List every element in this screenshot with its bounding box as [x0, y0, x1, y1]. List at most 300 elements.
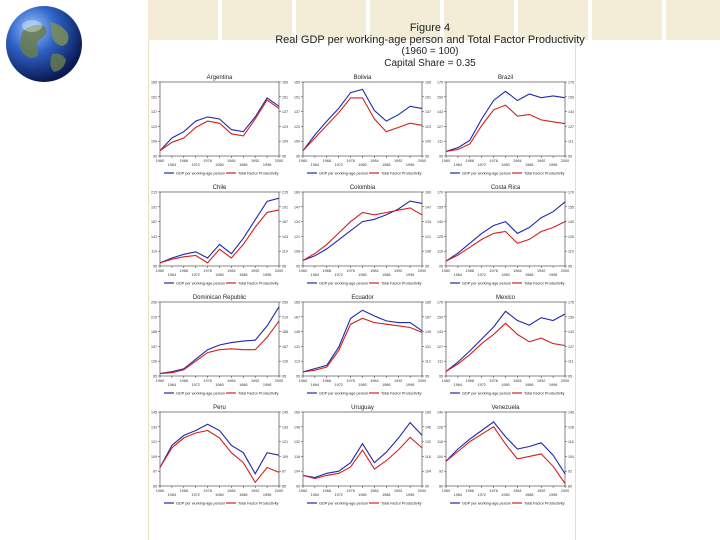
y-tick-label-right: 175	[568, 300, 574, 305]
y-tick-label: 170	[437, 190, 443, 195]
legend-label-gdp: GDP per working-age person	[176, 281, 226, 286]
x-tick-label: 1988	[239, 163, 248, 167]
chart-grid	[148, 72, 578, 512]
y-tick-label: 140	[437, 220, 443, 225]
y-tick-label-right: 188	[282, 330, 288, 335]
x-tick-label: 2000	[560, 159, 570, 163]
legend-label-tfp: Total Factor Productivity	[524, 391, 565, 396]
y-tick-label-right: 123	[282, 124, 288, 129]
figure-title-block	[150, 22, 710, 70]
x-tick-label: 1972	[191, 383, 200, 387]
chart-panel	[294, 405, 431, 505]
legend-label-tfp: Total Factor Productivity	[524, 501, 565, 506]
y-tick-label-right: 95	[425, 374, 429, 379]
y-tick-label-right: 167	[282, 220, 288, 225]
x-tick-label: 1988	[382, 273, 391, 277]
y-tick-label-right: 97	[282, 469, 286, 474]
y-tick-label: 121	[151, 440, 157, 445]
x-tick-label: 1976	[346, 379, 355, 383]
x-tick-label: 1980	[215, 163, 224, 167]
y-tick-label-right: 159	[568, 95, 574, 100]
x-tick-label: 1988	[525, 383, 534, 387]
x-tick-label: 1992	[536, 159, 546, 163]
y-tick-label-right: 146	[425, 425, 431, 430]
y-tick-label-right: 113	[425, 359, 431, 364]
y-tick-label-right: 95	[282, 154, 286, 159]
y-tick-label-right: 109	[425, 139, 431, 144]
legend-label-gdp: GDP per working-age person	[462, 391, 512, 396]
x-tick-label: 2000	[560, 269, 570, 273]
x-tick-label: 1988	[525, 493, 534, 497]
x-tick-label: 1988	[382, 163, 391, 167]
y-tick-label-right: 121	[425, 234, 431, 239]
y-tick-label-right: 137	[425, 110, 431, 115]
y-tick-label-right: 160	[425, 410, 431, 415]
x-tick-label: 2000	[274, 489, 284, 493]
x-tick-label: 1964	[310, 383, 320, 387]
x-tick-label: 1992	[536, 489, 546, 493]
y-tick-label: 131	[294, 344, 300, 349]
y-tick-label-right: 155	[568, 205, 574, 210]
x-tick-label: 1988	[239, 493, 248, 497]
y-tick-label-right: 95	[282, 264, 286, 269]
y-tick-label-right: 143	[568, 110, 574, 115]
x-tick-label: 1984	[513, 159, 522, 163]
y-tick-label-right: 250	[282, 300, 288, 305]
x-tick-label: 1980	[501, 273, 510, 277]
x-tick-label: 1984	[227, 269, 236, 273]
y-tick-label: 95	[439, 264, 443, 269]
y-tick-label: 151	[151, 95, 157, 100]
x-tick-label: 1968	[465, 489, 475, 493]
chart-title: Dominican Republic	[192, 295, 247, 301]
y-tick-label: 215	[151, 190, 157, 195]
x-tick-label: 1968	[322, 379, 332, 383]
x-tick-label: 1992	[250, 379, 260, 383]
y-tick-label: 137	[151, 110, 157, 115]
x-tick-label: 1980	[501, 383, 510, 387]
x-tick-label: 1968	[322, 489, 332, 493]
legend-label-gdp: GDP per working-age person	[319, 501, 369, 506]
legend-label-gdp: GDP per working-age person	[462, 171, 512, 176]
figure-title-line4: Capital Share = 0.35	[384, 58, 476, 69]
y-tick-label-right: 121	[282, 440, 288, 445]
y-tick-label: 95	[439, 374, 443, 379]
chart-panel	[151, 295, 288, 395]
legend-label-gdp: GDP per working-age person	[176, 171, 226, 176]
plot-frame	[446, 82, 565, 156]
y-tick-label: 116	[437, 440, 443, 445]
x-tick-label: 1972	[477, 493, 486, 497]
x-tick-label: 1992	[393, 269, 403, 273]
plot-frame	[160, 192, 279, 266]
y-tick-label: 95	[153, 374, 157, 379]
x-tick-label: 1984	[513, 489, 522, 493]
y-tick-label-right: 95	[568, 154, 572, 159]
x-tick-label: 1960	[298, 269, 308, 273]
y-tick-label-right: 123	[425, 124, 431, 129]
y-tick-label: 167	[151, 220, 157, 225]
x-tick-label: 1984	[227, 489, 236, 493]
y-tick-label: 126	[151, 359, 157, 364]
globe-icon	[2, 2, 86, 86]
y-tick-label: 159	[437, 315, 443, 320]
x-tick-label: 1984	[513, 379, 522, 383]
y-tick-label: 191	[151, 205, 157, 210]
y-tick-label-right: 108	[425, 249, 431, 254]
x-tick-label: 2000	[274, 379, 284, 383]
plot-frame	[446, 302, 565, 376]
y-tick-label: 149	[294, 330, 300, 335]
x-tick-label: 1996	[405, 493, 415, 497]
y-tick-label-right: 90	[425, 484, 429, 489]
chart-title: Venezuela	[491, 405, 520, 411]
y-tick-label: 110	[437, 249, 443, 254]
x-tick-label: 1996	[262, 273, 272, 277]
y-tick-label: 109	[151, 454, 157, 459]
chart-panel	[437, 75, 574, 175]
x-tick-label: 1988	[239, 273, 248, 277]
x-tick-label: 2000	[417, 489, 427, 493]
y-tick-label: 111	[437, 359, 443, 364]
y-tick-label-right: 110	[568, 249, 574, 254]
y-tick-label: 143	[437, 110, 443, 115]
x-tick-label: 1976	[346, 489, 355, 493]
chart-title: Mexico	[495, 295, 516, 301]
y-tick-label-right: 185	[425, 300, 431, 305]
x-tick-label: 1996	[548, 383, 558, 387]
y-tick-label-right: 95	[568, 374, 572, 379]
y-tick-label: 143	[437, 330, 443, 335]
chart-title: Bolivia	[353, 75, 372, 81]
x-tick-label: 2000	[560, 379, 570, 383]
y-tick-label: 160	[294, 190, 300, 195]
y-tick-label-right: 95	[282, 374, 286, 379]
x-tick-label: 1964	[453, 273, 463, 277]
legend-label-tfp: Total Factor Productivity	[381, 171, 422, 176]
x-tick-label: 1992	[250, 489, 260, 493]
y-tick-label-right: 170	[568, 190, 574, 195]
x-tick-label: 1960	[298, 379, 308, 383]
x-tick-label: 1972	[191, 273, 200, 277]
x-tick-label: 1964	[453, 383, 463, 387]
y-tick-label: 119	[151, 249, 157, 254]
x-tick-label: 1996	[548, 493, 558, 497]
legend-label-tfp: Total Factor Productivity	[238, 281, 279, 286]
x-tick-label: 1972	[334, 383, 343, 387]
y-tick-label-right: 143	[568, 330, 574, 335]
x-tick-label: 1976	[346, 269, 355, 273]
x-tick-label: 1980	[358, 163, 367, 167]
x-tick-label: 1980	[501, 493, 510, 497]
chart-panel	[294, 185, 431, 285]
x-tick-label: 1976	[346, 159, 355, 163]
legend-label-tfp: Total Factor Productivity	[381, 391, 422, 396]
x-tick-label: 1960	[155, 489, 165, 493]
legend-label-tfp: Total Factor Productivity	[238, 391, 279, 396]
y-tick-label: 155	[437, 205, 443, 210]
x-tick-label: 1972	[191, 493, 200, 497]
x-tick-label: 1988	[239, 383, 248, 387]
plot-frame	[160, 302, 279, 376]
y-tick-label-right: 140	[568, 410, 574, 415]
x-tick-label: 1968	[179, 269, 189, 273]
y-tick-label: 147	[294, 205, 300, 210]
y-tick-label-right: 128	[568, 425, 574, 430]
y-tick-label-right: 111	[568, 359, 574, 364]
x-tick-label: 1992	[250, 159, 260, 163]
x-tick-label: 1964	[453, 493, 463, 497]
y-tick-label-right: 85	[282, 484, 286, 489]
x-tick-label: 1996	[548, 273, 558, 277]
y-tick-label-right: 191	[282, 205, 288, 210]
x-tick-label: 1980	[501, 163, 510, 167]
x-tick-label: 1980	[358, 273, 367, 277]
y-tick-label: 145	[151, 410, 157, 415]
x-tick-label: 1976	[203, 379, 212, 383]
y-tick-label: 108	[294, 249, 300, 254]
x-tick-label: 1972	[477, 383, 486, 387]
y-tick-label-right: 151	[425, 95, 431, 100]
y-tick-label: 111	[437, 139, 443, 144]
y-tick-label-right: 165	[282, 80, 288, 85]
y-tick-label-right: 134	[425, 220, 431, 225]
x-tick-label: 1980	[358, 493, 367, 497]
x-tick-label: 1960	[155, 159, 165, 163]
legend-label-tfp: Total Factor Productivity	[381, 281, 422, 286]
chart-panel	[437, 405, 574, 505]
x-tick-label: 1996	[262, 383, 272, 387]
legend-label-tfp: Total Factor Productivity	[524, 281, 565, 286]
x-tick-label: 1992	[536, 269, 546, 273]
chart-title: Argentina	[206, 75, 233, 81]
x-tick-label: 1996	[405, 163, 415, 167]
legend-label-gdp: GDP per working-age person	[462, 281, 512, 286]
x-tick-label: 2000	[417, 379, 427, 383]
y-tick-label-right: 149	[425, 330, 431, 335]
x-tick-label: 1976	[203, 269, 212, 273]
chart-panel	[294, 295, 431, 395]
chart-panel	[151, 405, 288, 505]
y-tick-label-right: 109	[282, 454, 288, 459]
y-tick-label: 113	[294, 359, 300, 364]
y-tick-label: 125	[437, 234, 443, 239]
x-tick-label: 1996	[262, 163, 272, 167]
y-tick-label: 127	[437, 124, 443, 129]
y-tick-label: 165	[151, 80, 157, 85]
y-tick-label-right: 147	[425, 205, 431, 210]
y-tick-label: 95	[153, 154, 157, 159]
x-tick-label: 1988	[525, 273, 534, 277]
y-tick-label: 188	[151, 330, 157, 335]
legend-label-tfp: Total Factor Productivity	[381, 501, 422, 506]
x-tick-label: 1968	[465, 269, 475, 273]
y-tick-label: 123	[294, 124, 300, 129]
y-tick-label-right: 109	[282, 139, 288, 144]
x-tick-label: 1984	[370, 159, 379, 163]
x-tick-label: 1976	[489, 489, 498, 493]
chart-title: Costa Rica	[490, 185, 521, 191]
x-tick-label: 1968	[179, 159, 189, 163]
y-tick-label: 185	[294, 300, 300, 305]
y-tick-label: 85	[153, 484, 157, 489]
x-tick-label: 1960	[441, 159, 451, 163]
y-tick-label-right: 157	[282, 344, 288, 349]
y-tick-label-right: 111	[568, 139, 574, 144]
plot-frame	[303, 82, 422, 156]
x-tick-label: 1968	[322, 269, 332, 273]
y-tick-label: 128	[437, 425, 443, 430]
x-tick-label: 1984	[227, 159, 236, 163]
chart-title: Brazil	[497, 75, 514, 81]
x-tick-label: 1976	[489, 269, 498, 273]
y-tick-label-right: 143	[282, 234, 288, 239]
x-tick-label: 1968	[179, 489, 189, 493]
y-tick-label: 133	[151, 425, 157, 430]
y-tick-label-right: 95	[425, 264, 429, 269]
x-tick-label: 1980	[215, 273, 224, 277]
y-tick-label: 104	[294, 469, 300, 474]
x-tick-label: 1964	[453, 163, 463, 167]
x-tick-label: 1964	[167, 383, 177, 387]
x-tick-label: 1960	[441, 379, 451, 383]
x-tick-label: 1964	[310, 163, 320, 167]
y-tick-label: 167	[294, 315, 300, 320]
y-tick-label-right: 140	[568, 220, 574, 225]
y-tick-label-right: 137	[282, 110, 288, 115]
y-tick-label-right: 160	[425, 190, 431, 195]
chart-panel	[437, 295, 574, 395]
chart-title: Uruguay	[351, 405, 374, 411]
x-tick-label: 1980	[215, 383, 224, 387]
y-tick-label: 137	[294, 110, 300, 115]
y-tick-label: 219	[151, 315, 157, 320]
x-tick-label: 1960	[298, 159, 308, 163]
x-tick-label: 1968	[465, 159, 475, 163]
x-tick-label: 1980	[358, 383, 367, 387]
x-tick-label: 1984	[227, 379, 236, 383]
x-tick-label: 1976	[489, 379, 498, 383]
y-tick-label-right: 104	[425, 469, 431, 474]
x-tick-label: 1992	[536, 379, 546, 383]
x-tick-label: 1960	[298, 489, 308, 493]
x-tick-label: 1972	[334, 163, 343, 167]
y-tick-label: 132	[294, 440, 300, 445]
figure-title-line1: Figure 4	[409, 22, 451, 34]
y-tick-label: 175	[437, 300, 443, 305]
y-tick-label: 95	[439, 154, 443, 159]
x-tick-label: 1964	[310, 493, 320, 497]
legend-label-gdp: GDP per working-age person	[176, 501, 226, 506]
legend-label-tfp: Total Factor Productivity	[524, 171, 565, 176]
x-tick-label: 1996	[548, 163, 558, 167]
chart-panel	[151, 185, 288, 285]
x-tick-label: 1964	[167, 163, 177, 167]
y-tick-label: 95	[296, 374, 300, 379]
x-tick-label: 1996	[405, 273, 415, 277]
y-tick-label: 109	[151, 139, 157, 144]
y-tick-label-right: 127	[568, 124, 574, 129]
x-tick-label: 1976	[203, 489, 212, 493]
x-tick-label: 1984	[370, 489, 379, 493]
y-tick-label-right: 127	[568, 344, 574, 349]
y-tick-label-right: 132	[425, 440, 431, 445]
y-tick-label-right: 104	[568, 454, 574, 459]
x-tick-label: 1988	[382, 493, 391, 497]
x-tick-label: 1968	[322, 159, 332, 163]
x-tick-label: 1964	[167, 273, 177, 277]
y-tick-label-right: 126	[282, 359, 288, 364]
y-tick-label: 95	[296, 264, 300, 269]
legend-label-tfp: Total Factor Productivity	[238, 171, 279, 176]
y-tick-label-right: 95	[425, 154, 429, 159]
y-tick-label-right: 92	[568, 469, 572, 474]
x-tick-label: 1996	[405, 383, 415, 387]
x-tick-label: 1972	[334, 273, 343, 277]
y-tick-label: 160	[294, 410, 300, 415]
x-tick-label: 2000	[274, 269, 284, 273]
x-tick-label: 1992	[393, 489, 403, 493]
y-tick-label-right: 165	[425, 80, 431, 85]
y-tick-label: 146	[294, 425, 300, 430]
y-tick-label-right: 145	[282, 410, 288, 415]
chart-title: Ecuador	[351, 295, 374, 301]
x-tick-label: 1996	[262, 493, 272, 497]
y-tick-label-right: 175	[568, 80, 574, 85]
legend-label-tfp: Total Factor Productivity	[238, 501, 279, 506]
y-tick-label: 175	[437, 80, 443, 85]
y-tick-label: 134	[294, 220, 300, 225]
y-tick-label: 127	[437, 344, 443, 349]
legend-label-gdp: GDP per working-age person	[319, 391, 369, 396]
y-tick-label-right: 151	[282, 95, 288, 100]
y-tick-label-right: 80	[568, 484, 572, 489]
x-tick-label: 1964	[310, 273, 320, 277]
x-tick-label: 1988	[525, 163, 534, 167]
y-tick-label: 80	[439, 484, 443, 489]
x-tick-label: 1964	[167, 493, 177, 497]
x-tick-label: 1976	[489, 159, 498, 163]
x-tick-label: 1960	[155, 379, 165, 383]
y-tick-label: 121	[294, 234, 300, 239]
y-tick-label: 118	[294, 454, 300, 459]
legend-label-gdp: GDP per working-age person	[176, 391, 226, 396]
x-tick-label: 1960	[441, 269, 451, 273]
y-tick-label: 97	[153, 469, 157, 474]
y-tick-label-right: 116	[568, 440, 574, 445]
y-tick-label-right: 159	[568, 315, 574, 320]
x-tick-label: 1972	[334, 493, 343, 497]
x-tick-label: 1960	[441, 489, 451, 493]
y-tick-label-right: 125	[568, 234, 574, 239]
x-tick-label: 1992	[393, 159, 403, 163]
y-tick-label: 165	[294, 80, 300, 85]
x-tick-label: 1984	[370, 269, 379, 273]
x-tick-label: 1972	[477, 163, 486, 167]
x-tick-label: 2000	[417, 269, 427, 273]
x-tick-label: 1960	[155, 269, 165, 273]
y-tick-label: 92	[439, 469, 443, 474]
x-tick-label: 2000	[560, 489, 570, 493]
chart-title: Peru	[213, 405, 226, 411]
y-tick-label-right: 131	[425, 344, 431, 349]
y-tick-label-right: 133	[282, 425, 288, 430]
x-tick-label: 1968	[179, 379, 189, 383]
y-tick-label: 250	[151, 300, 157, 305]
y-tick-label: 123	[151, 124, 157, 129]
y-tick-label: 109	[294, 139, 300, 144]
x-tick-label: 2000	[417, 159, 427, 163]
